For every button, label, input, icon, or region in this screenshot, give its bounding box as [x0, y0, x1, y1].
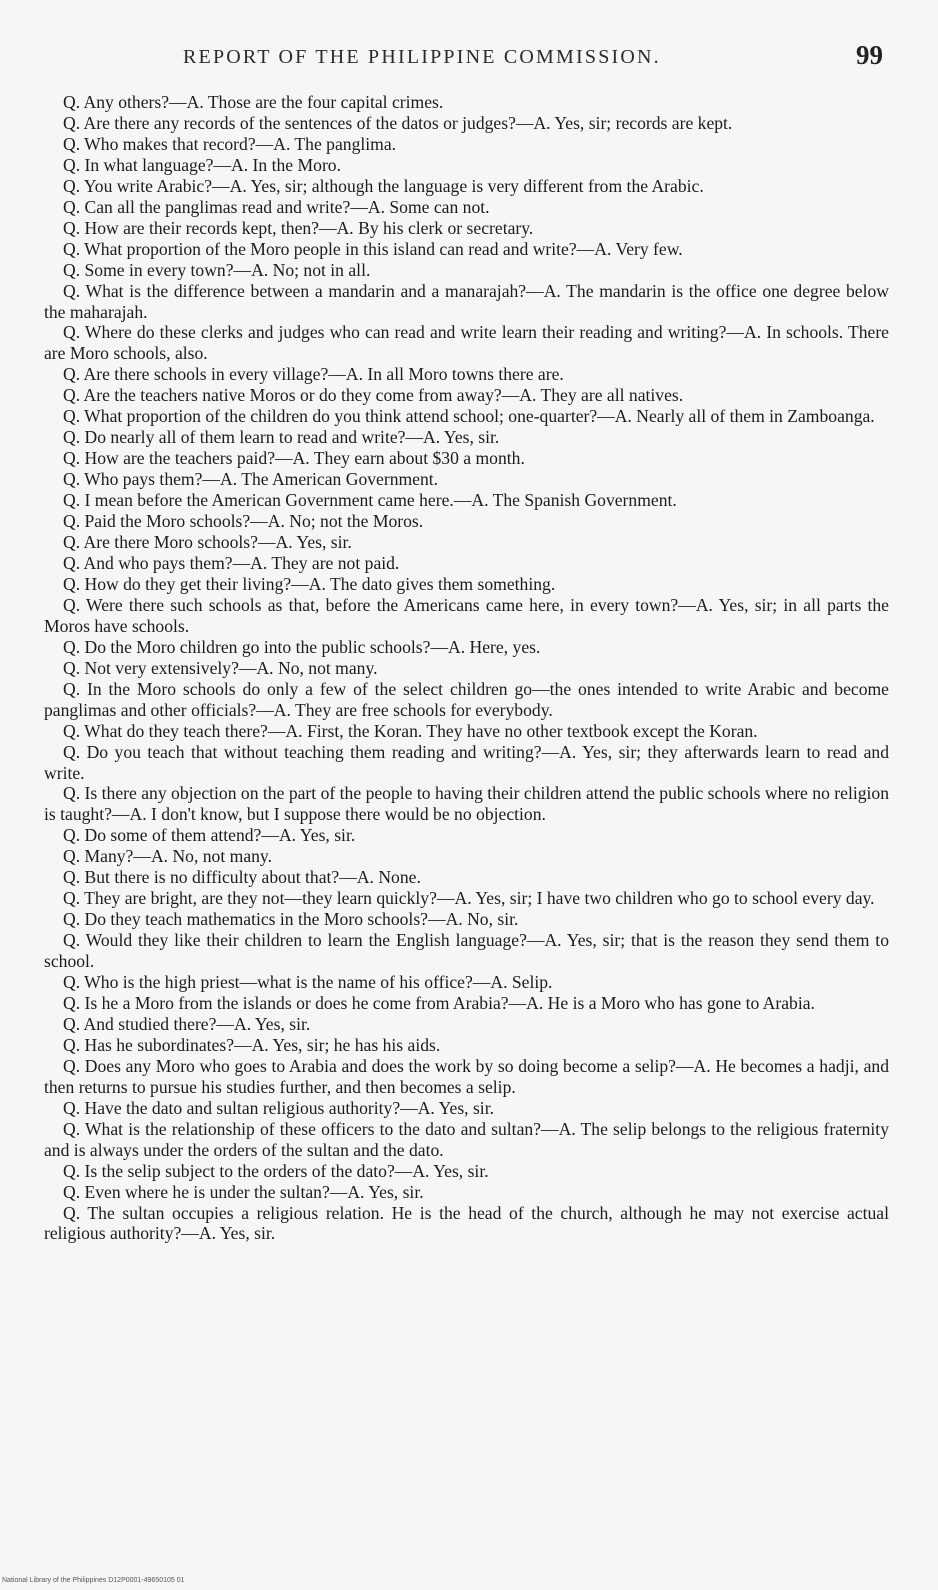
- qa-paragraph: Q. Who pays them?—A. The American Government.: [63, 469, 439, 490]
- qa-paragraph: Q. The sultan occupies a religious relation. He is the head of the church, although he may not exercise actual religious authority?—A. Yes, sir.: [44, 1202, 889, 1244]
- qa-paragraph: Q. Do you teach that without teaching them reading and writing?—A. Yes, sir; they afterwards learn to read and write.: [44, 741, 889, 783]
- qa-paragraph: Q. And who pays them?—A. They are not paid.: [63, 552, 400, 573]
- qa-paragraph: Q. Would they like their children to learn the English language?—A. Yes, sir; that is the reason they send them to school.: [44, 930, 889, 972]
- qa-paragraph: Q. Is he a Moro from the islands or does he come from Arabia?—A. He is a Moro who has gone to Arabia.: [63, 992, 815, 1013]
- qa-paragraph: Q. What is the difference between a mandarin and a manarajah?—A. The mandarin is the office one degree below the maharajah.: [44, 280, 889, 322]
- qa-paragraph: Q. I mean before the American Government came here.—A. The Spanish Government.: [63, 490, 677, 511]
- page-header: [0, 40, 938, 80]
- qa-paragraph: Q. Does any Moro who goes to Arabia and does the work by so doing become a selip?—A. He becomes a hadji, and then returns to pursue his studies further, and then becomes a selip.: [44, 1055, 889, 1097]
- qa-paragraph: Q. In what language?—A. In the Moro.: [63, 154, 342, 175]
- qa-paragraph: Q. How do they get their living?—A. The dato gives them something.: [63, 573, 556, 594]
- body-text: [44, 92, 889, 1244]
- qa-paragraph: Q. Who makes that record?—A. The panglima.: [63, 133, 397, 154]
- qa-paragraph: Q. What is the relationship of these officers to the dato and sultan?—A. The selip belongs to the religious fraternity and is always under the orders of the sultan and the dato.: [44, 1118, 889, 1160]
- qa-paragraph: Q. What proportion of the children do you think attend school; one-quarter?—A. Nearly all of them in Zamboanga.: [63, 406, 875, 427]
- qa-paragraph: Q. And studied there?—A. Yes, sir.: [63, 1013, 311, 1034]
- qa-paragraph: Q. Some in every town?—A. No; not in all.: [63, 259, 371, 280]
- qa-paragraph: Q. Do they teach mathematics in the Moro schools?—A. No, sir.: [63, 909, 519, 930]
- qa-paragraph: Q. You write Arabic?—A. Yes, sir; although the language is very different from the Arabic.: [63, 175, 704, 196]
- qa-paragraph: Q. Who is the high priest—what is the name of his office?—A. Selip.: [63, 972, 553, 993]
- qa-paragraph: Q. Are there schools in every village?—A. In all Moro towns there are.: [63, 364, 564, 385]
- qa-paragraph: Q. Many?—A. No, not many.: [63, 846, 272, 867]
- qa-paragraph: Q. What do they teach there?—A. First, the Koran. They have no other textbook except the Koran.: [63, 720, 758, 741]
- qa-paragraph: Q. Do some of them attend?—A. Yes, sir.: [63, 825, 356, 846]
- qa-paragraph: Q. Is the selip subject to the orders of the dato?—A. Yes, sir.: [63, 1160, 489, 1181]
- qa-paragraph: Q. In the Moro schools do only a few of the select children go—the ones intended to write Arabic and become panglimas and other officials?—A. They are free schools for everybody.: [44, 678, 889, 720]
- qa-paragraph: Q. Has he subordinates?—A. Yes, sir; he has his aids.: [63, 1034, 441, 1055]
- qa-paragraph: Q. How are their records kept, then?—A. By his clerk or secretary.: [63, 217, 534, 238]
- qa-paragraph: Q. But there is no difficulty about that?—A. None.: [63, 867, 421, 888]
- footer-source-line: National Library of the Philippines D12P0001-49650105 01: [2, 1577, 185, 1584]
- qa-paragraph: Q. Have the dato and sultan religious authority?—A. Yes, sir.: [63, 1097, 494, 1118]
- page-number: 99: [856, 40, 883, 70]
- qa-paragraph: Q. Can all the panglimas read and write?—A. Some can not.: [63, 196, 490, 217]
- qa-paragraph: Q. They are bright, are they not—they learn quickly?—A. Yes, sir; I have two children who go to school every day.: [63, 888, 875, 909]
- qa-paragraph: Q. Not very extensively?—A. No, not many.: [63, 657, 378, 678]
- running-title: REPORT OF THE PHILIPPINE COMMISSION.: [183, 46, 661, 68]
- qa-paragraph: Q. Are there any records of the sentences of the datos or judges?—A. Yes, sir; records are kept.: [63, 112, 733, 133]
- qa-paragraph: Q. Is there any objection on the part of the people to having their children attend the public schools where no religion is taught?—A. I don't know, but I suppose there would be no objection.: [44, 783, 889, 825]
- qa-paragraph: Q. Were there such schools as that, before the Americans came here, in every town?—A. Yes, sir; in all parts the Moros have schools.: [44, 594, 889, 636]
- qa-paragraph: Q. What proportion of the Moro people in this island can read and write?—A. Very few.: [63, 238, 683, 259]
- qa-paragraph: Q. Are there Moro schools?—A. Yes, sir.: [63, 532, 352, 553]
- qa-paragraph: Q. Any others?—A. Those are the four capital crimes.: [63, 92, 444, 112]
- qa-paragraph: Q. Paid the Moro schools?—A. No; not the Moros.: [63, 511, 424, 532]
- qa-paragraph: Q. Do the Moro children go into the public schools?—A. Here, yes.: [63, 636, 541, 657]
- qa-paragraph: Q. Do nearly all of them learn to read and write?—A. Yes, sir.: [63, 427, 500, 448]
- qa-paragraph: Q. Are the teachers native Moros or do they come from away?—A. They are all natives.: [63, 385, 684, 406]
- qa-paragraph: Q. Where do these clerks and judges who can read and write learn their reading and writing?—A. In schools. There are Moro schools, also.: [44, 322, 889, 364]
- qa-paragraph: Q. Even where he is under the sultan?—A. Yes, sir.: [63, 1181, 424, 1202]
- qa-paragraph: Q. How are the teachers paid?—A. They earn about $30 a month.: [63, 448, 525, 469]
